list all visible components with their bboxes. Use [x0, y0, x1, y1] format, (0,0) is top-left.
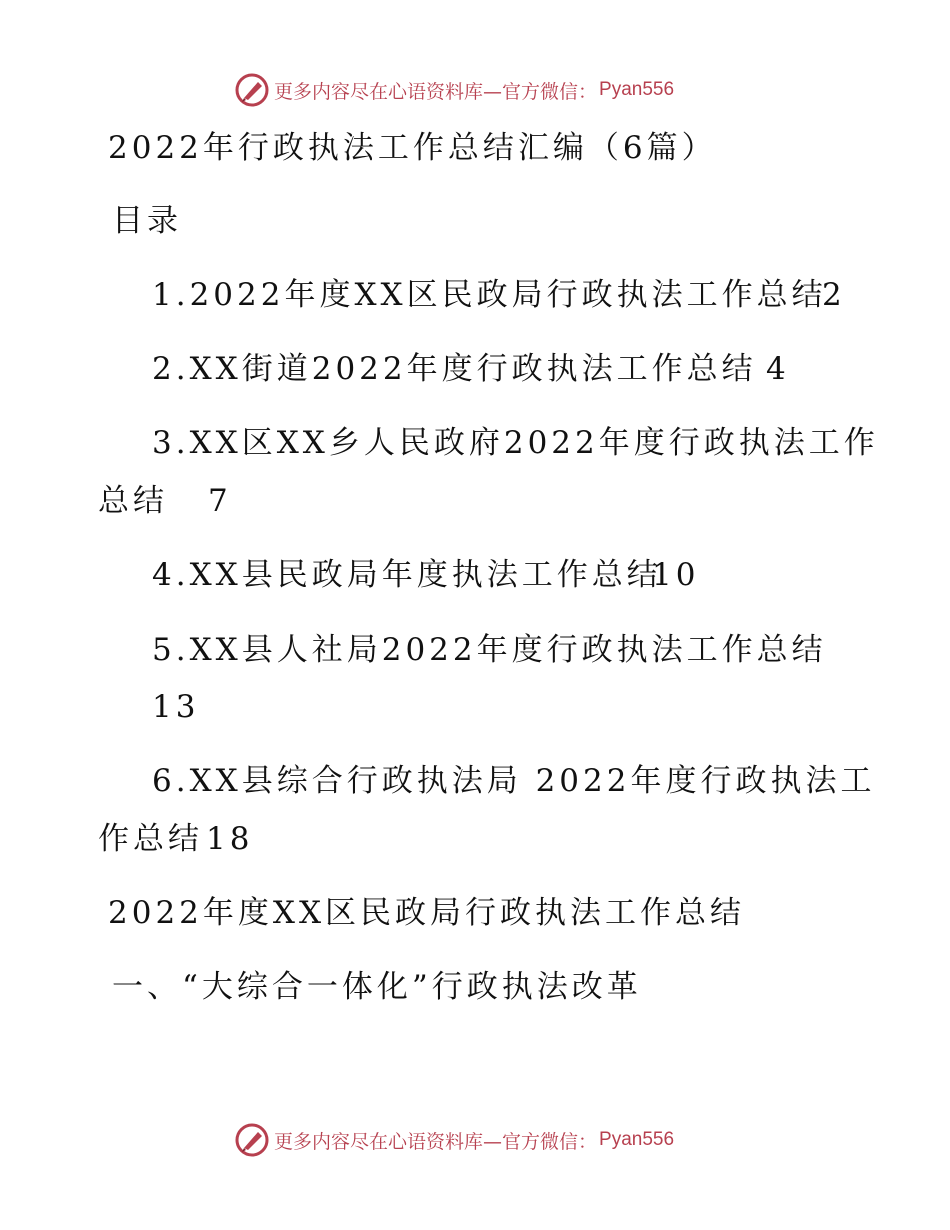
toc-item-text: 2.XX街道2022年度行政执法工作总结: [152, 351, 757, 387]
toc-item-1-page: 2: [822, 277, 846, 313]
toc-item-3-page: 7: [208, 483, 232, 519]
watermark-id: Pyan556: [599, 79, 675, 100]
watermark-text: 更多内容尽在心语资料库—官方微信：: [274, 80, 598, 103]
toc-item-text: 4.XX县民政局年度执法工作总结: [152, 557, 662, 593]
toc-item-6[interactable]: 6.XX县综合行政执法局 2022年度行政执法工: [152, 763, 876, 799]
toc-item-6-page: 18: [206, 821, 254, 857]
toc-heading: 目录: [112, 203, 182, 239]
toc-item-4-page: 10: [652, 557, 700, 593]
toc-item-5[interactable]: 5.XX县人社局2022年度行政执法工作总结: [152, 632, 827, 668]
section-title: 2022年度XX区民政局行政执法工作总结: [108, 895, 746, 931]
toc-item-3-cont[interactable]: 总结: [98, 483, 168, 519]
toc-item-2[interactable]: [152, 349, 757, 389]
header-watermark: [234, 72, 674, 108]
pen-logo-icon: [234, 1122, 270, 1158]
toc-item-6-cont[interactable]: 作总结: [98, 821, 203, 857]
toc-item-1[interactable]: [152, 275, 827, 315]
toc-item-3[interactable]: 3.XX区XX乡人民政府2022年度行政执法工作: [152, 425, 879, 461]
watermark-text: 更多内容尽在心语资料库—官方微信：: [274, 1130, 598, 1153]
toc-item-4[interactable]: [152, 555, 662, 595]
document-title: 2022年行政执法工作总结汇编（6篇）: [108, 130, 717, 166]
toc-item-2-page: 4: [766, 351, 790, 387]
pen-logo-icon: [234, 72, 270, 108]
section-heading: 一、“大综合一体化”行政执法改革: [112, 969, 642, 1005]
toc-item-text: 1.2022年度XX区民政局行政执法工作总结: [152, 277, 827, 313]
footer-watermark: [234, 1122, 674, 1158]
toc-item-5-page: 13: [152, 689, 200, 725]
watermark-id: Pyan556: [599, 1129, 675, 1150]
